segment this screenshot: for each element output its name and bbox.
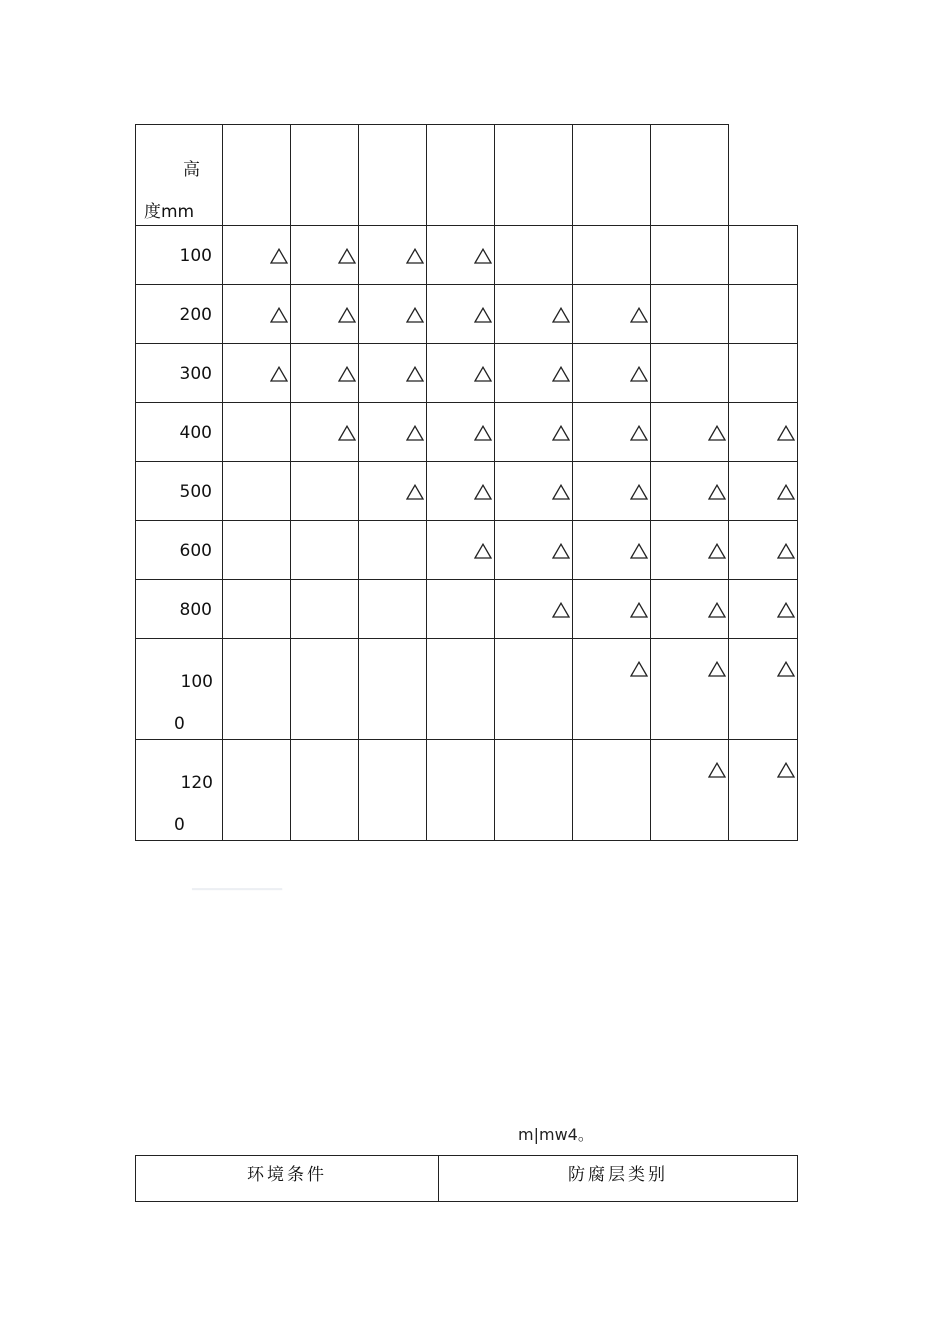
header-cell [573,125,651,226]
mark-cell [223,639,291,740]
height-label-cell [136,462,223,521]
mark-cell [729,740,798,841]
mark-cell [495,639,573,740]
mark-cell [427,521,495,580]
mark-cell [573,462,651,521]
mark-cell [651,344,729,403]
height-label-part: 100 [180,672,213,692]
mark-cell [223,740,291,841]
triangle-mark-icon [630,602,648,618]
triangle-mark-icon [270,366,288,382]
mark-cell [359,344,427,403]
mark-cell [729,639,798,740]
height-label: 600 [179,541,212,561]
triangle-mark-icon [474,248,492,264]
mark-cell [573,285,651,344]
triangle-mark-icon [552,425,570,441]
triangle-mark-icon [270,307,288,323]
mark-cell [291,740,359,841]
mark-cell [729,403,798,462]
triangle-mark-icon [474,425,492,441]
triangle-mark-icon [474,543,492,559]
header-cell [427,125,495,226]
header-line-2: 度mm [144,202,195,222]
mark-cell [291,639,359,740]
mark-cell [729,462,798,521]
triangle-mark-icon [708,602,726,618]
mark-cell [729,226,798,285]
triangle-mark-icon [552,543,570,559]
mark-cell [291,580,359,639]
header-height-cell [136,125,223,226]
triangle-mark-icon [777,425,795,441]
triangle-mark-icon [406,484,424,500]
mark-cell [427,285,495,344]
table-header-row [136,125,798,226]
triangle-mark-icon [708,425,726,441]
faded-text-line: ▁▁▁▁▁▁▁▁▁ [192,876,282,891]
triangle-mark-icon [630,484,648,500]
table-row [136,580,798,639]
header-line-1: 高 [183,160,200,180]
mark-cell [359,226,427,285]
triangle-mark-icon [708,762,726,778]
mark-cell [495,521,573,580]
triangle-mark-icon [338,425,356,441]
triangle-mark-icon [630,661,648,677]
height-label-part: 120 [180,773,213,793]
mark-cell [223,285,291,344]
triangle-mark-icon [777,543,795,559]
triangle-mark-icon [338,307,356,323]
triangle-mark-icon [777,602,795,618]
header-cell [359,125,427,226]
mark-cell [495,580,573,639]
mark-cell [495,403,573,462]
table-header-row [136,1156,798,1202]
height-label: 100 [179,246,212,266]
mark-cell [427,226,495,285]
mark-cell [359,639,427,740]
height-label-part: 0 [174,815,185,835]
mark-cell [495,226,573,285]
reference-text: m|mw4。 [518,1125,594,1144]
mark-cell [651,740,729,841]
table-row [136,403,798,462]
triangle-mark-icon [552,602,570,618]
mark-cell [651,639,729,740]
mark-cell [359,521,427,580]
height-label-cell [136,580,223,639]
height-label-cell [136,639,223,740]
triangle-mark-icon [406,366,424,382]
mark-cell [729,521,798,580]
table-row [136,226,798,285]
header-cell [495,125,573,226]
height-label-cell [136,403,223,462]
mark-cell [573,580,651,639]
triangle-mark-icon [552,484,570,500]
mark-cell [729,285,798,344]
mark-cell [291,285,359,344]
mark-cell [427,462,495,521]
mark-cell [427,580,495,639]
mark-cell [359,285,427,344]
mark-cell [651,403,729,462]
triangle-mark-icon [338,366,356,382]
mark-cell [291,462,359,521]
height-label-part: 0 [174,714,185,734]
table-row [136,740,798,841]
mark-cell [651,462,729,521]
mark-cell [495,462,573,521]
mark-cell [223,344,291,403]
triangle-mark-icon [338,248,356,264]
table-row [136,285,798,344]
mark-cell [427,344,495,403]
mark-cell [495,285,573,344]
table-row [136,462,798,521]
height-spec-table [135,124,798,841]
triangle-mark-icon [777,762,795,778]
triangle-mark-icon [270,248,288,264]
triangle-mark-icon [406,248,424,264]
triangle-mark-icon [474,307,492,323]
environment-table [135,1155,798,1202]
triangle-mark-icon [708,484,726,500]
mark-cell [573,344,651,403]
mark-cell [359,580,427,639]
height-label-cell [136,521,223,580]
triangle-mark-icon [474,484,492,500]
triangle-mark-icon [777,484,795,500]
triangle-mark-icon [552,366,570,382]
table-row [136,521,798,580]
mark-cell [651,580,729,639]
height-label: 200 [179,305,212,325]
mark-cell [573,226,651,285]
height-label: 300 [179,364,212,384]
mark-cell [223,403,291,462]
triangle-mark-icon [552,307,570,323]
triangle-mark-icon [630,366,648,382]
header-cell [651,125,729,226]
mark-cell [359,740,427,841]
mark-cell [223,521,291,580]
table-row [136,639,798,740]
mark-cell [427,740,495,841]
height-label: 500 [179,482,212,502]
header-cell [291,125,359,226]
mark-cell [651,226,729,285]
header-cell [223,125,291,226]
mark-cell [223,580,291,639]
height-label-cell [136,285,223,344]
table-row [136,344,798,403]
mark-cell [573,521,651,580]
mark-cell [573,639,651,740]
triangle-mark-icon [630,543,648,559]
mark-cell [573,403,651,462]
mark-cell [729,344,798,403]
mark-cell [291,403,359,462]
mark-cell [495,344,573,403]
mark-cell [291,226,359,285]
height-label-cell [136,226,223,285]
height-label-cell [136,740,223,841]
mark-cell [291,521,359,580]
mark-cell [359,462,427,521]
mark-cell [427,639,495,740]
triangle-mark-icon [630,425,648,441]
mark-cell [223,226,291,285]
env-condition-header: 环境条件 [136,1156,439,1202]
triangle-mark-icon [708,661,726,677]
mark-cell [427,403,495,462]
triangle-mark-icon [777,661,795,677]
triangle-mark-icon [406,425,424,441]
mark-cell [651,521,729,580]
triangle-mark-icon [708,543,726,559]
mark-cell [223,462,291,521]
mark-cell [359,403,427,462]
height-label: 400 [179,423,212,443]
mark-cell [495,740,573,841]
mark-cell [651,285,729,344]
mark-cell [729,580,798,639]
triangle-mark-icon [630,307,648,323]
corrosion-class-header: 防腐层类别 [439,1156,798,1202]
height-label: 800 [179,600,212,620]
triangle-mark-icon [474,366,492,382]
mark-cell [573,740,651,841]
triangle-mark-icon [406,307,424,323]
height-label-cell [136,344,223,403]
mark-cell [291,344,359,403]
